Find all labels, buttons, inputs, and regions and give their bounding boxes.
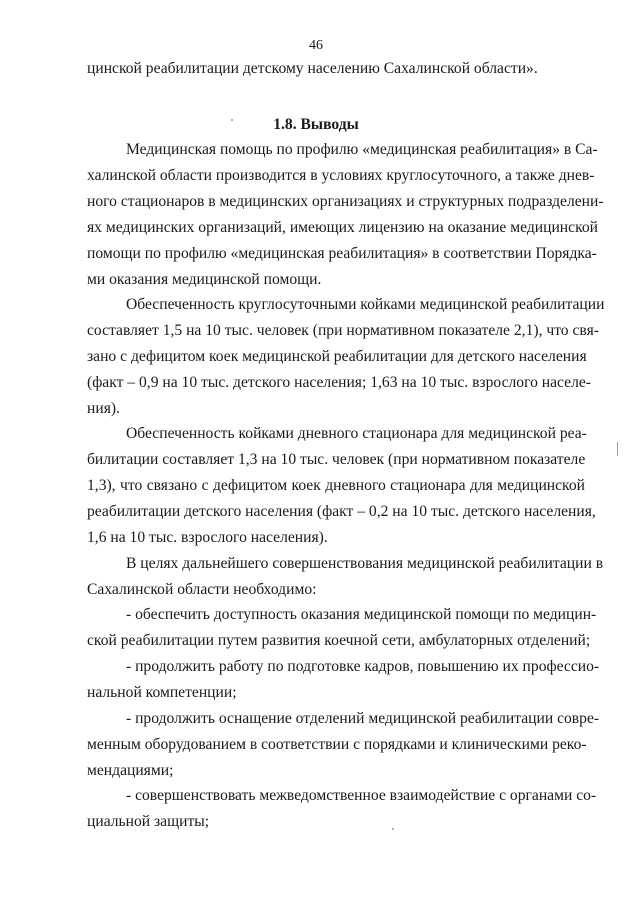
paragraph-line: Сахалинской области необходимо:	[87, 581, 317, 598]
paragraph-line: Обеспеченность круглосуточными койками медицинской реабилитации	[126, 296, 605, 313]
section-heading: 1.8. Выводы	[273, 116, 359, 133]
paragraph-line: (факт – 0,9 на 10 тыс. детского населения; 1,63 на 10 тыс. взрослого населе-	[87, 374, 591, 391]
paragraph-line: Медицинская помощь по профилю «медицинская реабилитация» в Са-	[126, 141, 598, 158]
list-item-line: ской реабилитации путем развития коечной сети, амбулаторных отделений;	[87, 632, 591, 649]
paragraph-line: помощи по профилю «медицинская реабилитация» в соответствии Порядка-	[87, 245, 597, 262]
paragraph-line: В целях дальнейшего совершенствования медицинской реабилитации в	[126, 555, 604, 572]
page-number: 46	[309, 38, 323, 53]
paragraph-line: ми оказания медицинской помощи.	[87, 271, 322, 288]
paragraph-line: зано с дефицитом коек медицинской реабилитации для детского населения	[87, 348, 587, 365]
scan-speck	[617, 442, 618, 456]
paragraph-line: ях медицинских организаций, имеющих лицензию на оказание медицинской	[87, 219, 598, 236]
list-item-line: - обеспечить доступность оказания медицинской помощи по медицин-	[126, 606, 597, 623]
paragraph-line: ного стационаров в медицинских организациях и структурных подразделени-	[87, 193, 604, 210]
paragraph-line: составляет 1,5 на 10 тыс. человек (при нормативном показателе 2,1), что свя-	[87, 322, 599, 339]
list-item-line: циальной защиты;	[87, 813, 210, 830]
paragraph-line: Обеспеченность койками дневного стационара для медицинской реа-	[126, 425, 587, 442]
list-item-line: - продолжить оснащение отделений медицинской реабилитации совре-	[126, 710, 600, 727]
scan-speck	[392, 828, 394, 830]
list-item-line: - совершенствовать межведомственное взаимодействие с органами со-	[126, 787, 597, 804]
list-item-line: менным оборудованием в соответствии с порядками и клиническими реко-	[87, 736, 587, 753]
paragraph-line: халинской области производится в условиях круглосуточного, а также днев-	[87, 167, 595, 184]
paragraph-line: ния).	[87, 400, 120, 417]
paragraph-line: реабилитации детского населения (факт – 0,2 на 10 тыс. детского населения,	[87, 503, 596, 520]
list-item-line: - продолжить работу по подготовке кадров, повышению их профессио-	[126, 658, 600, 675]
paragraph-line: 1,6 на 10 тыс. взрослого населения).	[87, 529, 328, 546]
list-item-line: нальной компетенции;	[87, 684, 237, 701]
list-item-line: мендациями;	[87, 762, 174, 779]
paragraph-line: 1,3), что связано с дефицитом коек дневного стационара для медицинской	[87, 477, 585, 494]
paragraph-line: билитации составляет 1,3 на 10 тыс. человек (при нормативном показателе	[87, 451, 586, 468]
scan-speck	[231, 119, 233, 121]
carryover-line: цинской реабилитации детскому населению Сахалинской области».	[87, 60, 538, 77]
